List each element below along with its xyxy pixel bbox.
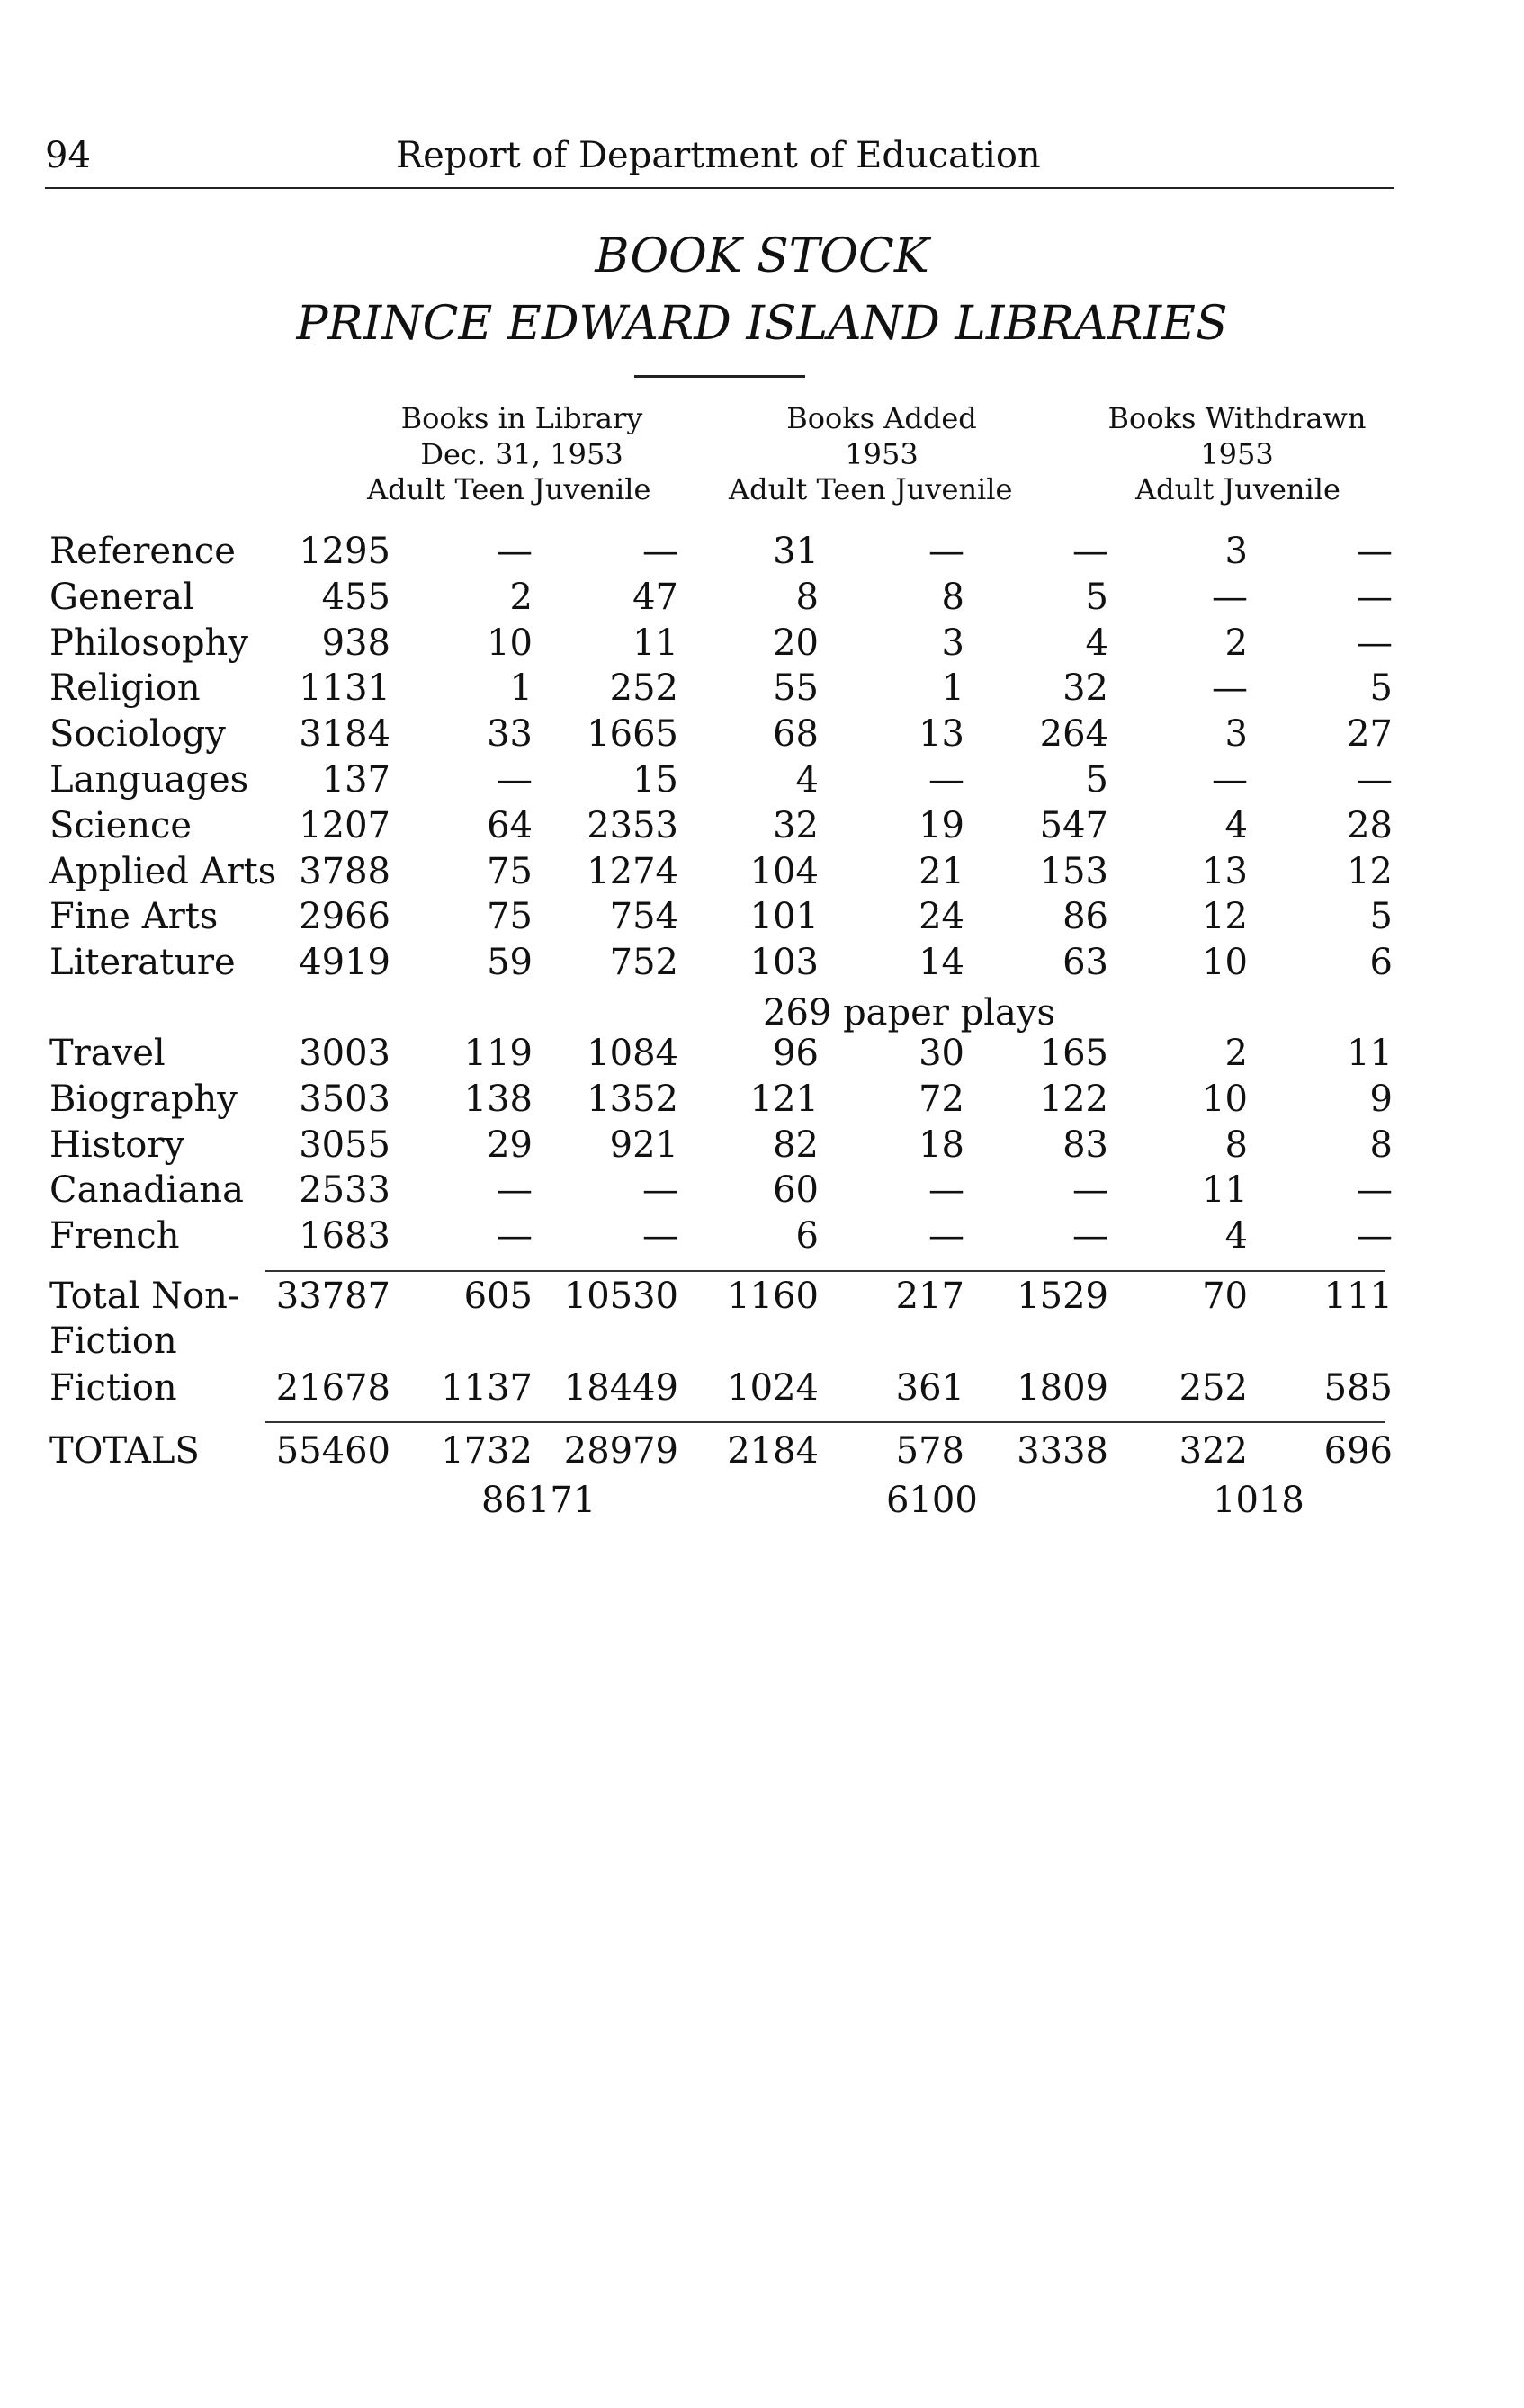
cell: 605 bbox=[463, 1276, 533, 1317]
cell: 752 bbox=[609, 942, 678, 983]
cell: 12 bbox=[1202, 896, 1248, 937]
row-label: Science bbox=[49, 805, 193, 846]
group-header-books-withdrawn bbox=[1089, 400, 1385, 472]
cell: — bbox=[1212, 667, 1248, 709]
cell: — bbox=[1212, 759, 1248, 801]
table-row bbox=[0, 622, 1524, 667]
literature-note: 269 paper plays bbox=[763, 992, 1055, 1034]
column-headers-withdrawn: Adult Juvenile bbox=[1135, 472, 1340, 506]
group-header-line1: Books Added bbox=[786, 401, 977, 435]
cell: — bbox=[1357, 759, 1393, 801]
grand-total-added: 6100 bbox=[886, 1480, 978, 1521]
cell: 15 bbox=[632, 759, 678, 801]
cell: 3055 bbox=[299, 1124, 390, 1166]
cell: 70 bbox=[1202, 1276, 1248, 1317]
cell: 1274 bbox=[587, 851, 678, 892]
row-label: TOTALS bbox=[49, 1430, 200, 1472]
cell: 455 bbox=[321, 577, 390, 618]
cell: 322 bbox=[1179, 1430, 1248, 1472]
table-row bbox=[0, 531, 1524, 576]
header-rule bbox=[45, 187, 1394, 189]
cell: — bbox=[497, 531, 533, 572]
cell: 5 bbox=[1085, 759, 1108, 801]
cell: 547 bbox=[1039, 805, 1108, 846]
cell: 28 bbox=[1347, 805, 1393, 846]
table-row bbox=[0, 942, 1524, 987]
group-header-books-in-library bbox=[351, 400, 693, 472]
row-label: History bbox=[49, 1124, 185, 1166]
table-row bbox=[0, 577, 1524, 622]
cell: 6 bbox=[1369, 942, 1393, 983]
cell: 1529 bbox=[1017, 1276, 1108, 1317]
cell: 3 bbox=[1224, 713, 1248, 755]
cell: 4 bbox=[1085, 622, 1108, 664]
cell: 1809 bbox=[1017, 1367, 1108, 1409]
cell: 11 bbox=[1347, 1033, 1393, 1074]
cell: 47 bbox=[632, 577, 678, 618]
cell: — bbox=[497, 1169, 533, 1211]
table-row bbox=[0, 1033, 1524, 1078]
cell: — bbox=[1357, 1169, 1393, 1211]
row-label: French bbox=[49, 1215, 180, 1257]
total-nonfiction-row bbox=[0, 1276, 1524, 1320]
totals-rule bbox=[265, 1421, 1385, 1423]
cell: 3003 bbox=[299, 1033, 390, 1074]
table-row bbox=[0, 667, 1524, 712]
title-rule bbox=[634, 375, 805, 378]
cell: 938 bbox=[321, 622, 390, 664]
cell: 104 bbox=[749, 851, 819, 892]
cell: 1665 bbox=[587, 713, 678, 755]
cell: 13 bbox=[1202, 851, 1248, 892]
cell: 75 bbox=[487, 896, 533, 937]
cell: 3 bbox=[941, 622, 964, 664]
cell: 8 bbox=[795, 577, 819, 618]
cell: 20 bbox=[773, 622, 819, 664]
cell: 578 bbox=[895, 1430, 964, 1472]
cell: 29 bbox=[487, 1124, 533, 1166]
row-label: Applied Arts bbox=[49, 851, 277, 892]
cell: 4919 bbox=[299, 942, 390, 983]
cell: — bbox=[1357, 622, 1393, 664]
cell: 137 bbox=[321, 759, 390, 801]
cell: 122 bbox=[1039, 1079, 1108, 1120]
table-row bbox=[0, 713, 1524, 758]
cell: 82 bbox=[773, 1124, 819, 1166]
cell: 2533 bbox=[299, 1169, 390, 1211]
cell: 1352 bbox=[587, 1079, 678, 1120]
cell: 3503 bbox=[299, 1079, 390, 1120]
subtotal-rule bbox=[265, 1270, 1385, 1272]
cell: 1137 bbox=[441, 1367, 533, 1409]
cell: 119 bbox=[463, 1033, 533, 1074]
cell: 1160 bbox=[727, 1276, 819, 1317]
row-label: Fiction bbox=[49, 1367, 177, 1409]
cell: 83 bbox=[1062, 1124, 1108, 1166]
cell: — bbox=[1072, 1169, 1108, 1211]
cell: 111 bbox=[1323, 1276, 1393, 1317]
cell: 252 bbox=[609, 667, 678, 709]
row-label: Reference bbox=[49, 531, 236, 572]
cell: 3338 bbox=[1017, 1430, 1108, 1472]
cell: 4 bbox=[1224, 1215, 1248, 1257]
row-label: Philosophy bbox=[49, 622, 248, 664]
cell: 3184 bbox=[299, 713, 390, 755]
title-line-1: BOOK STOCK bbox=[595, 229, 929, 283]
row-label: Total Non- bbox=[49, 1276, 240, 1317]
cell: — bbox=[1072, 531, 1108, 572]
cell: 585 bbox=[1323, 1367, 1393, 1409]
table-row bbox=[0, 1124, 1524, 1169]
cell: — bbox=[642, 531, 678, 572]
grand-total-withdrawn: 1018 bbox=[1213, 1480, 1304, 1521]
group-header-books-added bbox=[720, 400, 1044, 472]
cell: — bbox=[928, 1215, 964, 1257]
cell: 2966 bbox=[299, 896, 390, 937]
cell: 18 bbox=[919, 1124, 964, 1166]
cell: 165 bbox=[1039, 1033, 1108, 1074]
table-row bbox=[0, 1169, 1524, 1214]
cell: 1 bbox=[941, 667, 964, 709]
cell: — bbox=[1072, 1215, 1108, 1257]
cell: 32 bbox=[773, 805, 819, 846]
cell: 19 bbox=[919, 805, 964, 846]
cell: 10530 bbox=[563, 1276, 678, 1317]
grand-total-library: 86171 bbox=[481, 1480, 596, 1521]
cell: 1683 bbox=[299, 1215, 390, 1257]
cell: 18449 bbox=[563, 1367, 678, 1409]
cell: 55460 bbox=[275, 1430, 390, 1472]
cell: 10 bbox=[1202, 1079, 1248, 1120]
cell: 21678 bbox=[275, 1367, 390, 1409]
group-header-line2: 1953 bbox=[1200, 437, 1274, 471]
cell: 2 bbox=[1224, 622, 1248, 664]
cell: 1084 bbox=[587, 1033, 678, 1074]
cell: 59 bbox=[487, 942, 533, 983]
cell: 1295 bbox=[299, 531, 390, 572]
cell: — bbox=[497, 759, 533, 801]
cell: — bbox=[642, 1169, 678, 1211]
row-label: Languages bbox=[49, 759, 249, 801]
cell: 86 bbox=[1062, 896, 1108, 937]
cell: 68 bbox=[773, 713, 819, 755]
cell: 96 bbox=[773, 1033, 819, 1074]
cell: 252 bbox=[1179, 1367, 1248, 1409]
title-line-2: PRINCE EDWARD ISLAND LIBRARIES bbox=[296, 297, 1228, 351]
cell: 754 bbox=[609, 896, 678, 937]
group-header-line2: Dec. 31, 1953 bbox=[420, 437, 623, 471]
cell: 33787 bbox=[275, 1276, 390, 1317]
row-label: Biography bbox=[49, 1079, 238, 1120]
total-nonfiction-label-cont bbox=[0, 1320, 1524, 1365]
totals-row bbox=[0, 1430, 1524, 1475]
cell: 63 bbox=[1062, 942, 1108, 983]
cell: 13 bbox=[919, 713, 964, 755]
cell: 153 bbox=[1039, 851, 1108, 892]
cell: 3 bbox=[1224, 531, 1248, 572]
table-row bbox=[0, 1079, 1524, 1123]
cell: 14 bbox=[919, 942, 964, 983]
cell: — bbox=[1357, 1215, 1393, 1257]
cell: 75 bbox=[487, 851, 533, 892]
row-label: Religion bbox=[49, 667, 201, 709]
cell: 21 bbox=[919, 851, 964, 892]
cell: 4 bbox=[1224, 805, 1248, 846]
cell: 8 bbox=[941, 577, 964, 618]
cell: 3788 bbox=[299, 851, 390, 892]
cell: 2 bbox=[509, 577, 533, 618]
cell: 55 bbox=[773, 667, 819, 709]
table-row bbox=[0, 759, 1524, 804]
page-number: 94 bbox=[45, 135, 91, 176]
cell: — bbox=[928, 759, 964, 801]
cell: 11 bbox=[632, 622, 678, 664]
cell: 2184 bbox=[727, 1430, 819, 1472]
cell: 32 bbox=[1062, 667, 1108, 709]
cell: 217 bbox=[895, 1276, 964, 1317]
cell: 4 bbox=[795, 759, 819, 801]
cell: 9 bbox=[1369, 1079, 1393, 1120]
row-label: General bbox=[49, 577, 194, 618]
cell: 11 bbox=[1202, 1169, 1248, 1211]
cell: 696 bbox=[1323, 1430, 1393, 1472]
cell: 8 bbox=[1369, 1124, 1393, 1166]
column-headers-library: Adult Teen Juvenile bbox=[367, 472, 651, 506]
cell: — bbox=[928, 531, 964, 572]
cell: 5 bbox=[1085, 577, 1108, 618]
cell: 1131 bbox=[299, 667, 390, 709]
cell: — bbox=[497, 1215, 533, 1257]
column-headers-added: Adult Teen Juvenile bbox=[729, 472, 1013, 506]
cell: — bbox=[928, 1169, 964, 1211]
cell: 6 bbox=[795, 1215, 819, 1257]
fiction-row bbox=[0, 1367, 1524, 1412]
cell: 5 bbox=[1369, 667, 1393, 709]
cell: — bbox=[1212, 577, 1248, 618]
table-row bbox=[0, 851, 1524, 896]
cell: 1732 bbox=[441, 1430, 533, 1472]
row-label: Literature bbox=[49, 942, 236, 983]
row-label: Fiction bbox=[49, 1320, 177, 1362]
cell: 60 bbox=[773, 1169, 819, 1211]
cell: 1024 bbox=[727, 1367, 819, 1409]
cell: 921 bbox=[609, 1124, 678, 1166]
cell: 33 bbox=[487, 713, 533, 755]
cell: 2 bbox=[1224, 1033, 1248, 1074]
cell: 101 bbox=[749, 896, 819, 937]
cell: 121 bbox=[749, 1079, 819, 1120]
row-label: Fine Arts bbox=[49, 896, 219, 937]
cell: 264 bbox=[1039, 713, 1108, 755]
cell: 27 bbox=[1347, 713, 1393, 755]
group-header-line1: Books Withdrawn bbox=[1107, 401, 1367, 435]
row-label: Canadiana bbox=[49, 1169, 244, 1211]
cell: — bbox=[1357, 531, 1393, 572]
row-label: Sociology bbox=[49, 713, 226, 755]
cell: 103 bbox=[749, 942, 819, 983]
cell: 10 bbox=[487, 622, 533, 664]
group-header-line2: 1953 bbox=[845, 437, 919, 471]
cell: 5 bbox=[1369, 896, 1393, 937]
cell: — bbox=[1357, 577, 1393, 618]
cell: 12 bbox=[1347, 851, 1393, 892]
cell: 72 bbox=[919, 1079, 964, 1120]
table-row bbox=[0, 805, 1524, 850]
table-row bbox=[0, 896, 1524, 941]
cell: 1207 bbox=[299, 805, 390, 846]
cell: 24 bbox=[919, 896, 964, 937]
running-title: Report of Department of Education bbox=[396, 135, 1041, 176]
cell: 64 bbox=[487, 805, 533, 846]
cell: 361 bbox=[895, 1367, 964, 1409]
cell: 30 bbox=[919, 1033, 964, 1074]
cell: 31 bbox=[773, 531, 819, 572]
group-header-line1: Books in Library bbox=[400, 401, 643, 435]
cell: 138 bbox=[463, 1079, 533, 1120]
row-label: Travel bbox=[49, 1033, 166, 1074]
cell: — bbox=[642, 1215, 678, 1257]
cell: 10 bbox=[1202, 942, 1248, 983]
table-row bbox=[0, 1215, 1524, 1260]
cell: 28979 bbox=[563, 1430, 678, 1472]
cell: 8 bbox=[1224, 1124, 1248, 1166]
cell: 1 bbox=[509, 667, 533, 709]
cell: 2353 bbox=[587, 805, 678, 846]
